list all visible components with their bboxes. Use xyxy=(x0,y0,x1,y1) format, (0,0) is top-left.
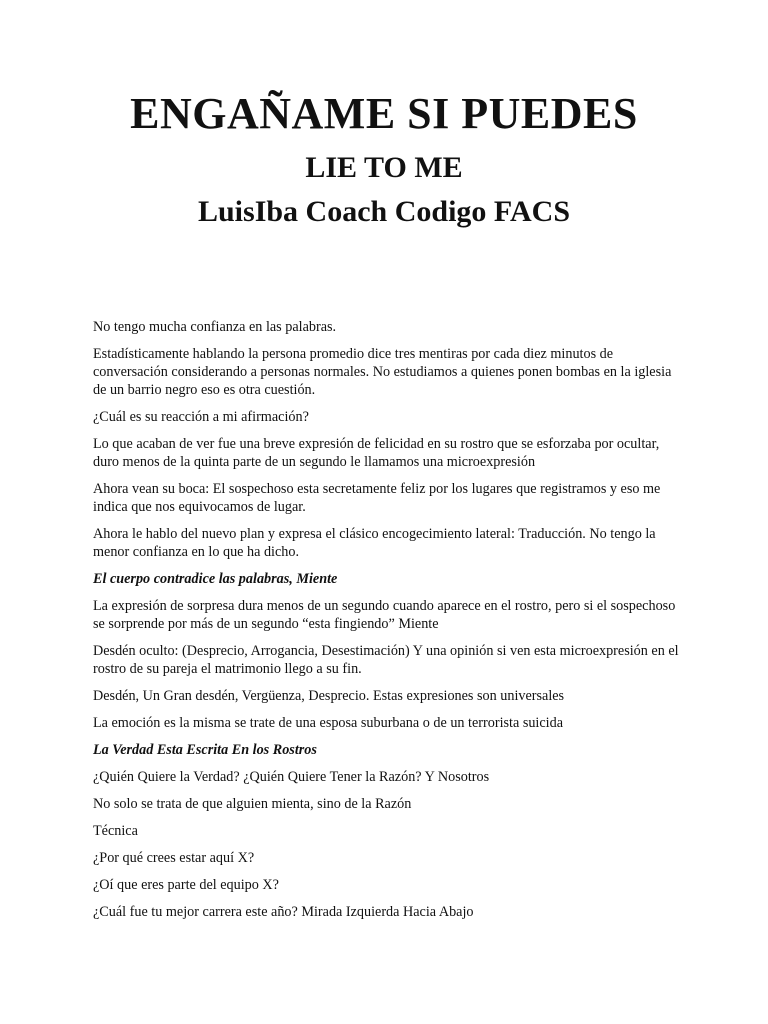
document-subtitle-author: LuisIba Coach Codigo FACS xyxy=(197,195,571,228)
section-heading: La Verdad Esta Escrita En los Rostros xyxy=(93,742,317,758)
document-subtitle-english: LIE TO ME xyxy=(305,151,463,184)
paragraph: ¿Quién Quiere la Verdad? ¿Quién Quiere Tener la Razón? Y Nosotros xyxy=(93,769,490,785)
paragraph: Desdén oculto: (Desprecio, Arrogancia, Desestimación) Y una opinión si ven esta microexpresión en el rostro de su pareja el matrimonio llego a su fin. xyxy=(93,643,679,677)
paragraph: Técnica xyxy=(93,823,138,839)
paragraph: ¿Oí que eres parte del equipo X? xyxy=(93,877,279,893)
section-heading: El cuerpo contradice las palabras, Miente xyxy=(93,571,338,587)
paragraph: Ahora vean su boca: El sospechoso esta secretamente feliz por los lugares que registramos y eso me indica que nos equivocamos de lugar. xyxy=(93,481,661,515)
paragraph: Desdén, Un Gran desdén, Vergüenza, Desprecio. Estas expresiones son universales xyxy=(93,688,565,704)
paragraph: ¿Por qué crees estar aquí X? xyxy=(93,850,255,866)
paragraph: Estadísticamente hablando la persona promedio dice tres mentiras por cada diez minutos de conversación considerando a personas normales. No estudiamos a quienes ponen bombas en la iglesia de un barrio negro eso es otra cuestión. xyxy=(93,346,672,398)
paragraph: Ahora le hablo del nuevo plan y expresa el clásico encogecimiento lateral: Traducción. No tengo la menor confianza en lo que ha dicho. xyxy=(93,526,656,560)
paragraph: La emoción es la misma se trate de una esposa suburbana o de un terrorista suicida xyxy=(93,715,564,731)
document-body xyxy=(93,318,683,930)
document-title: ENGAÑAME SI PUEDES xyxy=(130,89,638,138)
paragraph: ¿Cuál fue tu mejor carrera este año? Mirada Izquierda Hacia Abajo xyxy=(93,904,474,920)
paragraph: No solo se trata de que alguien mienta, sino de la Razón xyxy=(93,796,412,812)
paragraph: No tengo mucha confianza en las palabras. xyxy=(93,319,337,335)
paragraph: La expresión de sorpresa dura menos de un segundo cuando aparece en el rostro, pero si el sospechoso se sorprende por más de un segundo “esta fingiendo” Miente xyxy=(93,598,676,632)
paragraph: ¿Cuál es su reacción a mi afirmación? xyxy=(93,409,309,425)
paragraph: Lo que acaban de ver fue una breve expresión de felicidad en su rostro que se esforzaba por ocultar, duro menos de la quinta parte de un segundo le llamamos una microexpresión xyxy=(93,436,660,470)
